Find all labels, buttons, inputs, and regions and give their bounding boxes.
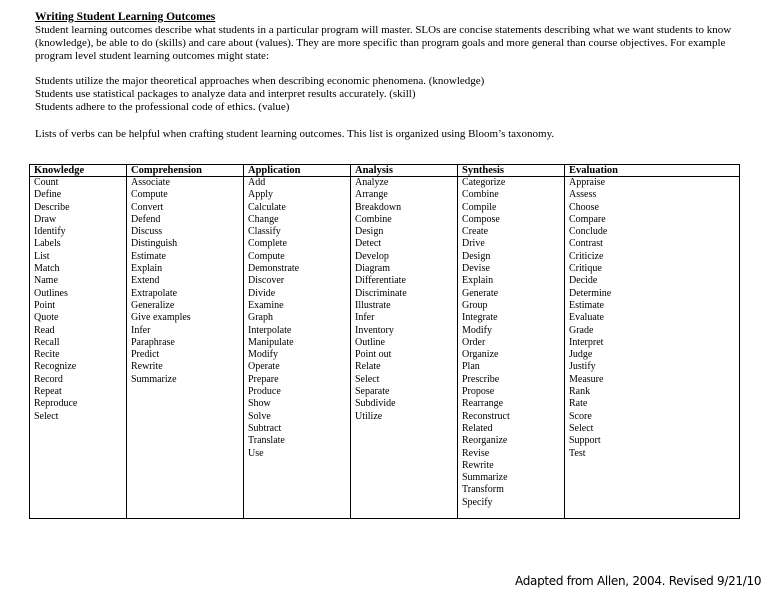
verb-list-synthesis <box>458 177 565 519</box>
verb-item: Rewrite <box>131 361 163 373</box>
verb-item: Count <box>34 177 59 188</box>
verb-item: Solve <box>248 410 271 422</box>
verb-item: Generalize <box>131 299 175 311</box>
verb-item: Rewrite <box>462 459 494 471</box>
verb-item: Discuss <box>131 226 163 238</box>
verb-item: Score <box>569 410 592 422</box>
verb-item: Develop <box>355 250 389 262</box>
verb-item: Rearrange <box>462 398 504 410</box>
verb-item: Give examples <box>131 312 191 324</box>
verb-item: List <box>34 250 50 262</box>
verb-item: Measure <box>569 373 604 385</box>
verb-item: Compute <box>131 189 168 201</box>
verb-item: Explain <box>131 263 163 275</box>
verb-item: Grade <box>569 324 594 336</box>
verb-item: Discriminate <box>355 287 407 299</box>
verb-item: Discover <box>248 275 285 287</box>
verb-item: Rank <box>569 386 591 398</box>
verb-item: Drive <box>462 238 485 250</box>
document-body <box>35 10 735 141</box>
verb-item: Illustrate <box>355 299 391 311</box>
verb-item: Specify <box>462 496 493 508</box>
verb-item: Modify <box>462 324 492 336</box>
verb-item: Subdivide <box>355 398 396 410</box>
verb-item: Extrapolate <box>131 287 178 299</box>
verb-item: Record <box>34 373 63 385</box>
verb-item: Produce <box>248 386 281 398</box>
verb-item: Read <box>34 324 55 336</box>
verb-item: Transform <box>462 484 504 496</box>
verb-item: Match <box>34 263 60 275</box>
verb-item: Labels <box>34 238 61 250</box>
verb-item: Show <box>248 398 271 410</box>
column-header-analysis: Analysis <box>351 165 458 177</box>
verb-item: Draw <box>34 213 57 225</box>
verb-item: Justify <box>569 361 596 373</box>
verb-item: Repeat <box>34 386 62 398</box>
verb-item: Related <box>462 422 493 434</box>
verb-item: Apply <box>248 189 273 201</box>
verb-item: Divide <box>248 287 276 299</box>
column-header-synthesis: Synthesis <box>458 165 565 177</box>
document-title: Writing Student Learning Outcomes <box>35 11 216 23</box>
verb-item: Distinguish <box>131 238 178 250</box>
footer-citation: Adapted from Allen, 2004. Revised 9/21/10 <box>515 574 762 588</box>
verb-item: Prepare <box>248 373 279 385</box>
verb-item: Generate <box>462 287 499 299</box>
verb-item: Change <box>248 213 279 225</box>
verb-list-evaluation <box>565 177 740 519</box>
verb-item: Classify <box>248 226 281 238</box>
verb-item: Point <box>34 299 56 311</box>
verb-item: Translate <box>248 435 285 447</box>
verb-item: Point out <box>355 349 392 361</box>
verb-item: Add <box>248 177 266 188</box>
verb-item: Interpret <box>569 336 604 348</box>
verb-list-application <box>244 177 351 519</box>
verb-item: Defend <box>131 213 161 225</box>
verb-item: Examine <box>248 299 284 311</box>
verb-item: Differentiate <box>355 275 406 287</box>
verb-item: Extend <box>131 275 160 287</box>
verb-list-comprehension <box>127 177 244 519</box>
verb-item: Combine <box>462 189 499 201</box>
verb-item: Appraise <box>569 177 606 188</box>
table-intro: Lists of verbs can be helpful when crafting student learning outcomes. This list is organized using Bloom’s taxonomy. <box>35 128 555 140</box>
verb-item: Identify <box>34 226 66 238</box>
verb-item: Describe <box>34 201 70 213</box>
verb-item: Categorize <box>462 177 506 188</box>
verb-item: Subtract <box>248 422 282 434</box>
table-header-row <box>30 165 740 177</box>
verb-item: Define <box>34 189 62 201</box>
verb-item: Demonstrate <box>248 263 300 275</box>
verb-item: Explain <box>462 275 494 287</box>
verb-item: Summarize <box>131 373 177 385</box>
example-outcome: Students adhere to the professional code of ethics. (value) <box>35 101 290 113</box>
verb-item: Propose <box>462 386 495 398</box>
verb-item: Determine <box>569 287 612 299</box>
column-header-comprehension: Comprehension <box>127 165 244 177</box>
verb-item: Prescribe <box>462 373 500 385</box>
verb-item: Integrate <box>462 312 498 324</box>
example-outcome: Students utilize the major theoretical approaches when describing economic phenomena. (knowledge) <box>35 75 485 87</box>
verb-item: Convert <box>131 201 164 213</box>
table-body-row <box>30 177 740 519</box>
verb-item: Recognize <box>34 361 77 373</box>
verb-item: Compute <box>248 250 285 262</box>
column-header-evaluation: Evaluation <box>565 165 740 177</box>
verb-item: Relate <box>355 361 381 373</box>
verb-item: Modify <box>248 349 278 361</box>
verb-item: Analyze <box>355 177 389 188</box>
verb-item: Paraphrase <box>131 336 175 348</box>
verb-item: Associate <box>131 177 170 188</box>
verb-item: Arrange <box>355 189 388 201</box>
verb-item: Compose <box>462 213 500 225</box>
verb-item: Conclude <box>569 226 608 238</box>
verb-item: Design <box>355 226 384 238</box>
verb-item: Organize <box>462 349 499 361</box>
verb-item: Manipulate <box>248 336 294 348</box>
column-header-knowledge: Knowledge <box>30 165 127 177</box>
verb-item: Test <box>569 447 586 459</box>
verb-item: Utilize <box>355 410 383 422</box>
verb-item: Outlines <box>34 287 68 299</box>
verb-item: Reproduce <box>34 398 78 410</box>
verb-item: Breakdown <box>355 201 402 213</box>
verb-item: Decide <box>569 275 598 287</box>
verb-list-analysis <box>351 177 458 519</box>
verb-item: Diagram <box>355 263 390 275</box>
verb-item: Infer <box>131 324 151 336</box>
blooms-verb-table <box>29 164 740 519</box>
verb-item: Calculate <box>248 201 286 213</box>
verb-item: Select <box>355 373 380 385</box>
verb-item: Recite <box>34 349 60 361</box>
verb-item: Inventory <box>355 324 394 336</box>
verb-item: Compare <box>569 213 606 225</box>
verb-item: Predict <box>131 349 160 361</box>
verb-item: Graph <box>248 312 273 324</box>
verb-item: Choose <box>569 201 599 213</box>
verb-list-knowledge <box>30 177 127 519</box>
example-outcome: Students use statistical packages to analyze data and interpret results accurately. (skill) <box>35 88 416 100</box>
verb-item: Select <box>569 422 594 434</box>
verb-item: Select <box>34 410 59 422</box>
verb-item: Plan <box>462 361 480 373</box>
verb-item: Order <box>462 336 486 348</box>
verb-item: Criticize <box>569 250 604 262</box>
verb-item: Assess <box>569 189 597 201</box>
verb-item: Name <box>34 275 58 287</box>
verb-item: Outline <box>355 336 385 348</box>
verb-item: Evaluate <box>569 312 604 324</box>
verb-item: Reconstruct <box>462 410 510 422</box>
verb-item: Group <box>462 299 488 311</box>
verb-item: Revise <box>462 447 490 459</box>
verb-item: Interpolate <box>248 324 292 336</box>
verb-item: Summarize <box>462 472 508 484</box>
verb-item: Combine <box>355 213 392 225</box>
verb-item: Quote <box>34 312 59 324</box>
verb-item: Separate <box>355 386 390 398</box>
verb-item: Estimate <box>131 250 166 262</box>
intro-paragraph: Student learning outcomes describe what students in a particular program will master. SLOs are concise statements describing what we want students to know (knowledge), be able to do (skills) and care about (values). They are more specific than program goals and more general than course objectives. For example program level student learning outcomes might state: <box>35 24 732 62</box>
verb-item: Rate <box>569 398 588 410</box>
verb-item: Infer <box>355 312 375 324</box>
verb-item: Critique <box>569 263 602 275</box>
verb-item: Support <box>569 435 601 447</box>
verb-item: Contrast <box>569 238 603 250</box>
verb-item: Operate <box>248 361 280 373</box>
verb-item: Design <box>462 250 491 262</box>
verb-item: Estimate <box>569 299 604 311</box>
verb-item: Reorganize <box>462 435 508 447</box>
verb-item: Use <box>248 447 264 459</box>
verb-item: Detect <box>355 238 382 250</box>
verb-item: Compile <box>462 201 497 213</box>
verb-item: Recall <box>34 336 60 348</box>
verb-item: Devise <box>462 263 490 275</box>
verb-item: Complete <box>248 238 287 250</box>
verb-item: Judge <box>569 349 593 361</box>
column-header-application: Application <box>244 165 351 177</box>
verb-item: Create <box>462 226 489 238</box>
